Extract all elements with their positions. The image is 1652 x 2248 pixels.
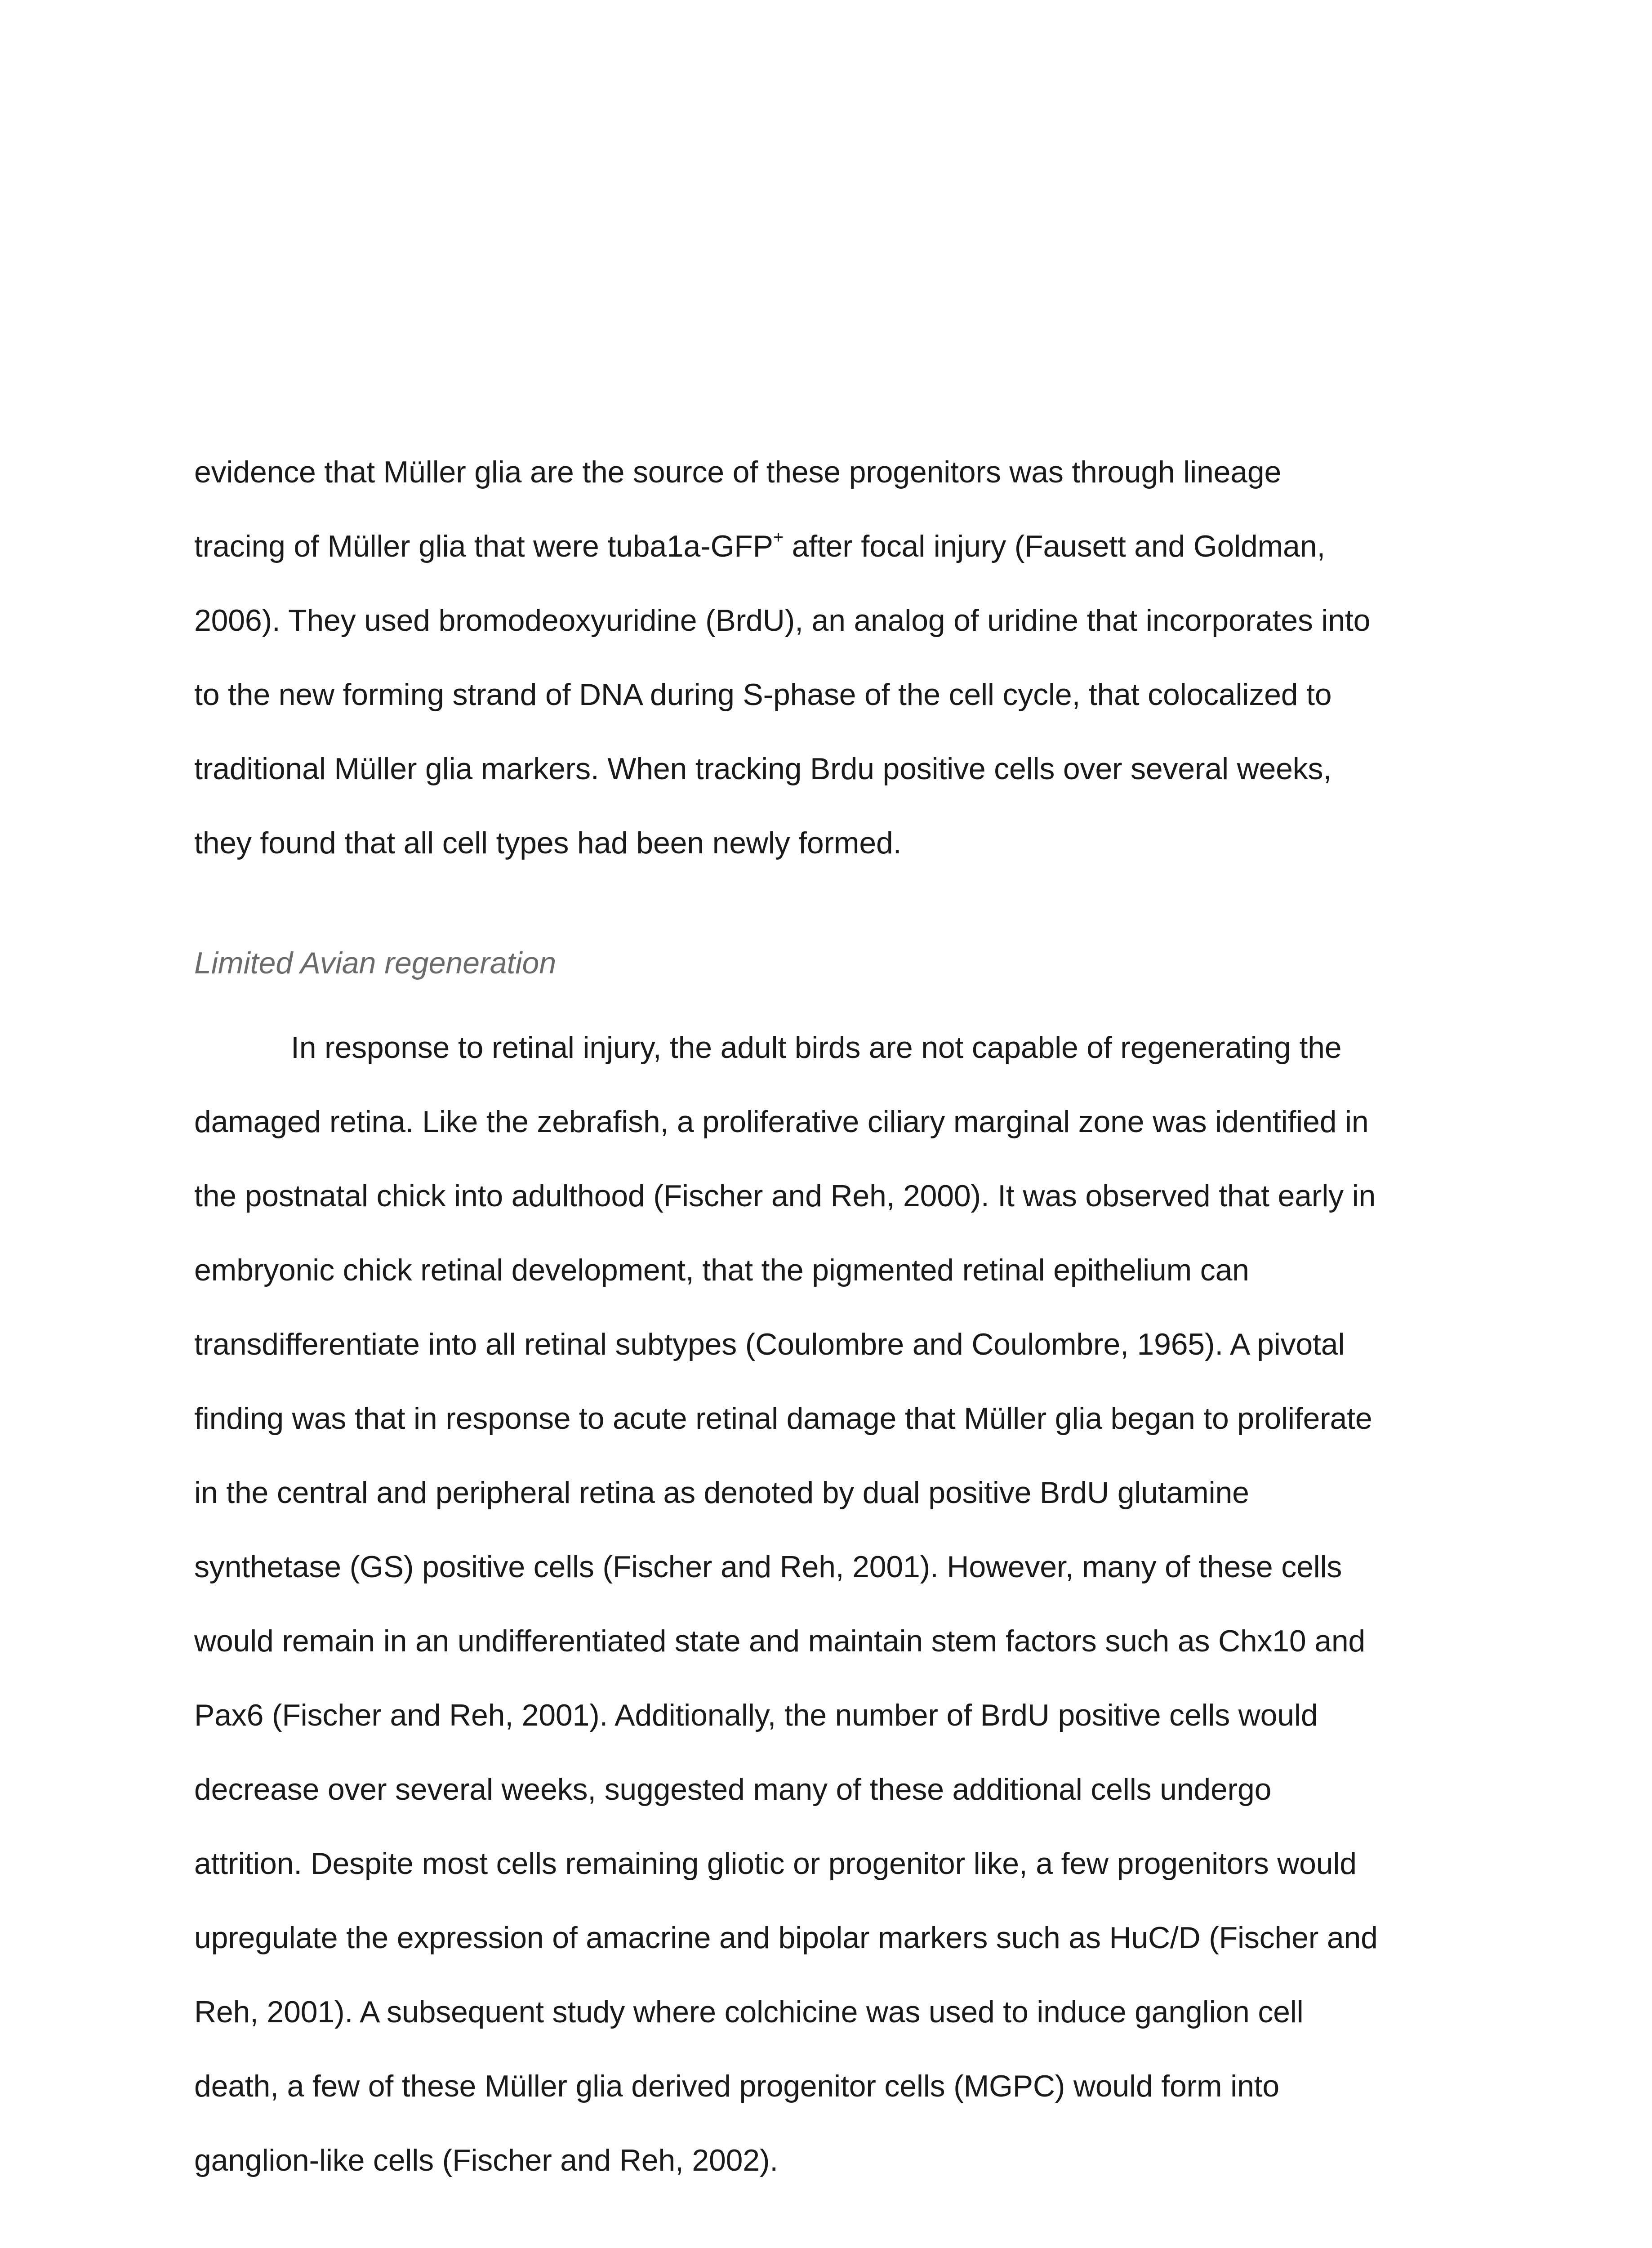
paragraph-1-line-2-text: tracing of Müller glia that were tuba1a-GFP — [194, 529, 773, 563]
paragraph-2-line-6: finding was that in response to acute retinal damage that Müller glia began to proliferate — [194, 1401, 1372, 1436]
paragraph-2-line-5: transdifferentiate into all retinal subtypes (Coulombre and Coulombre, 1965). A pivotal — [194, 1327, 1345, 1361]
paragraph-2-line-8: synthetase (GS) positive cells (Fischer and Reh, 2001). However, many of these cells — [194, 1550, 1342, 1584]
paragraph-2-line-16: ganglion-like cells (Fischer and Reh, 2002). — [194, 2143, 778, 2177]
paragraph-2-line-14: Reh, 2001). A subsequent study where colchicine was used to induce ganglion cell — [194, 1995, 1304, 2029]
paragraph-1-line-4: to the new forming strand of DNA during S-phase of the cell cycle, that colocalized to — [194, 678, 1332, 712]
paragraph-2-line-3: the postnatal chick into adulthood (Fischer and Reh, 2000). It was observed that early in — [194, 1179, 1376, 1213]
paragraph-1-line-2 — [194, 528, 1325, 564]
paragraph-2-line-15: death, a few of these Müller glia derived progenitor cells (MGPC) would form into — [194, 2069, 1280, 2103]
paragraph-2-line-1: In response to retinal injury, the adult birds are not capable of regenerating the — [291, 1030, 1342, 1065]
gfp-superscript: + — [773, 527, 784, 548]
paragraph-2-line-9: would remain in an undifferentiated state and maintain stem factors such as Chx10 and — [194, 1624, 1366, 1658]
paragraph-2-line-12: attrition. Despite most cells remaining gliotic or progenitor like, a few progenitors would — [194, 1847, 1357, 1881]
paragraph-2-line-2: damaged retina. Like the zebrafish, a proliferative ciliary marginal zone was identified in — [194, 1105, 1369, 1139]
paragraph-1-line-1: evidence that Müller glia are the source of these progenitors was through lineage — [194, 455, 1282, 489]
paragraph-2-line-10: Pax6 (Fischer and Reh, 2001). Additionally, the number of BrdU positive cells would — [194, 1698, 1318, 1732]
paragraph-1-line-3: 2006). They used bromodeoxyuridine (BrdU), an analog of uridine that incorporates into — [194, 603, 1371, 638]
paragraph-2-line-7: in the central and peripheral retina as denoted by dual positive BrdU glutamine — [194, 1476, 1249, 1510]
paragraph-2-line-13: upregulate the expression of amacrine and bipolar markers such as HuC/D (Fischer and — [194, 1921, 1378, 1955]
paragraph-1-line-5: traditional Müller glia markers. When tracking Brdu positive cells over several weeks, — [194, 752, 1332, 786]
section-heading: Limited Avian regeneration — [194, 946, 557, 980]
paragraph-2-line-11: decrease over several weeks, suggested many of these additional cells undergo — [194, 1772, 1272, 1806]
paragraph-2-line-4: embryonic chick retinal development, that the pigmented retinal epithelium can — [194, 1253, 1249, 1287]
paragraph-1-line-2-tail: after focal injury (Fausett and Goldman, — [783, 529, 1326, 563]
paragraph-1-line-6: they found that all cell types had been newly formed. — [194, 826, 902, 860]
